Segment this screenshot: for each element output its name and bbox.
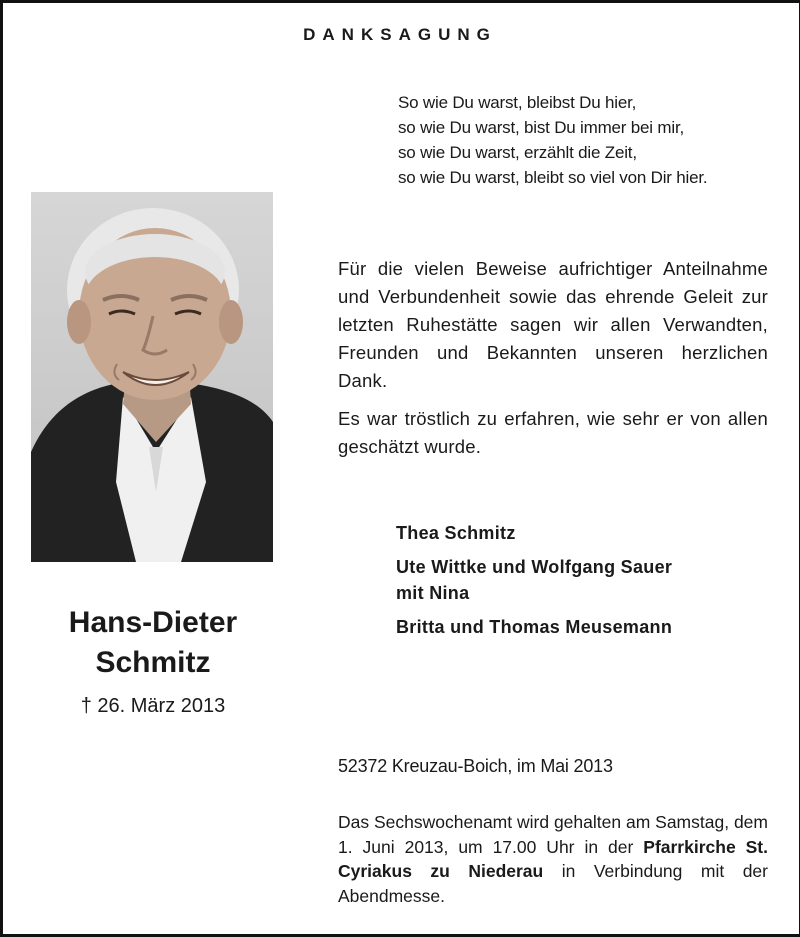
poem-line: so wie Du warst, erzählt die Zeit, xyxy=(398,143,637,162)
family-signatures xyxy=(396,520,672,640)
death-date: † 26. März 2013 xyxy=(80,695,226,717)
service-notice-text: Das Sechswochenamt wird gehalten am Samstag, dem 1. Juni 2013, um 17.00 Uhr in der xyxy=(338,812,768,857)
family-line: Thea Schmitz xyxy=(396,523,516,543)
poem xyxy=(398,90,707,190)
church-name: Pfarrkirche St. Cyriakus zu Niederau xyxy=(338,836,768,881)
poem-line: so wie Du warst, bleibt so viel von Dir hier. xyxy=(398,168,708,187)
service-notice-text-end: in Verbindung mit der Abendmesse. xyxy=(338,861,768,906)
family-line: Ute Wittke und Wolfgang Sauer xyxy=(396,557,673,577)
deceased-first-name: Hans-Dieter xyxy=(68,606,238,639)
deceased-name xyxy=(31,603,275,683)
place-date: 52372 Kreuzau-Boich, im Mai 2013 xyxy=(338,756,613,776)
portrait-photo xyxy=(31,192,273,562)
service-notice xyxy=(338,810,768,908)
comfort-paragraph: Es war tröstlich zu erfahren, wie sehr er von allen geschätzt wurde. xyxy=(338,408,768,457)
poem-line: so wie Du warst, bist Du immer bei mir, xyxy=(398,118,684,137)
family-line: mit Nina xyxy=(396,583,470,603)
deceased-last-name: Schmitz xyxy=(95,646,211,679)
family-line: Britta und Thomas Meusemann xyxy=(396,617,673,637)
heading: DANKSAGUNG xyxy=(303,25,497,44)
poem-line: So wie Du warst, bleibst Du hier, xyxy=(398,93,637,112)
thanks-paragraph: Für die vielen Beweise aufrichtiger Anteilnahme und Verbundenheit sowie das ehrende Geleit zur letzten Ruhestätte sagen wir allen Verwandten, Freunden und Bekannten unseren herzlichen Dank. xyxy=(338,258,768,391)
